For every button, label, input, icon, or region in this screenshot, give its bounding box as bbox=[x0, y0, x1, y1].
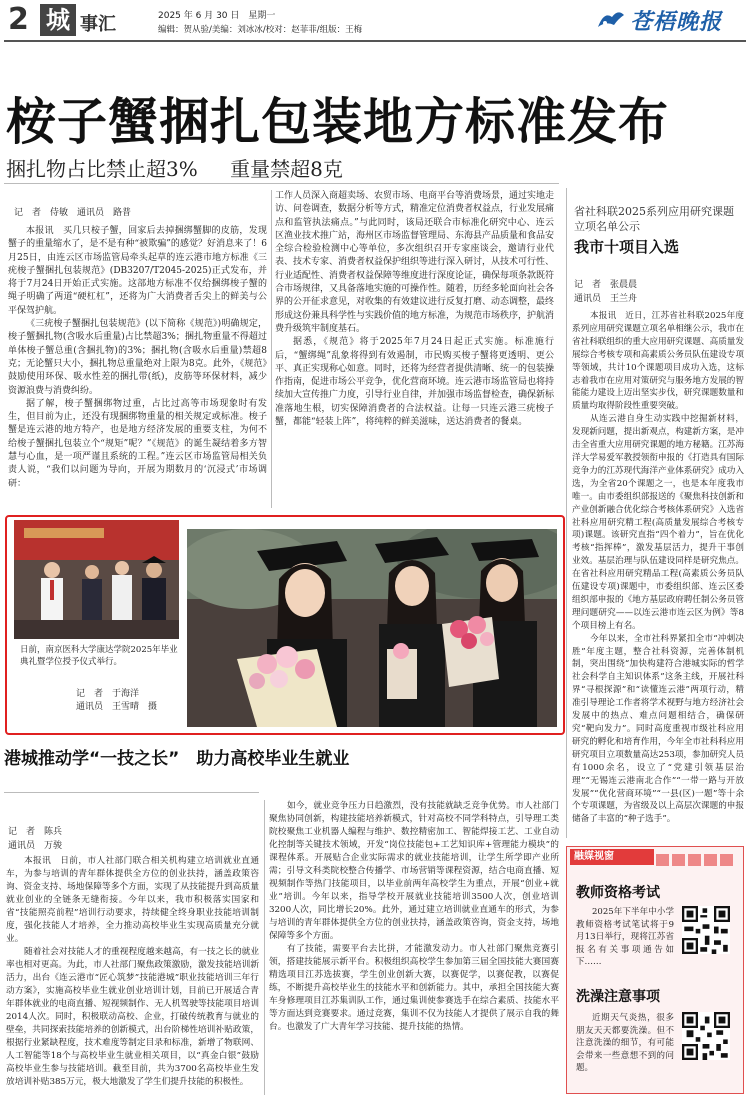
masthead-rule bbox=[4, 40, 746, 42]
photo-credit-correspondent: 通讯员 王雪晴 摄 bbox=[76, 702, 158, 712]
ceremony-photo bbox=[14, 520, 179, 639]
paragraph: 如今，就业竞争压力日趋激烈，没有技能就缺乏竞争优势。市人社部门聚焦协同创新，构建技能培养新模式，针对高校不同学科特点，引导理工类院校聚焦工业机器人编程与维护、数控精密加工、智能焊接工艺、工业自动化控制等关键技术领域，开发“岗位技能包+工艺知识库+管理能力模块”的课程体系。开展贴合企业实际需求的就业技能培训，让学生所学即产业所需；引导文科类院校整合传播学、市场营销等课程资源，结合电商直播、短视频制作等热门技能项目，以毕业前两年高校学生为重点，开展“创业+就业”培训。今年以来，指导学校开展就业技能培训3500人次，创业培训3200人次，同比增长20%。此外，通过建立培训就业直通车的形式，为参与培训的青年群体提供全方位的创业扶持，涵盖政策咨询，资金支持，场地保障等多个方面。 bbox=[269, 801, 559, 941]
photo-caption: 日前，南京医科大学康达学院2025年毕业典礼暨学位授予仪式举行。 bbox=[20, 645, 178, 667]
right-story-body bbox=[572, 310, 744, 840]
decorative-flags-icon bbox=[656, 851, 736, 870]
divider bbox=[4, 183, 559, 184]
paragraph: 随着社会对技能人才的重视程度越来越高，有一技之长的就业率也相对更高。为此，市人社部门聚焦政策激励，激发技能培训新活力，出台《连云港市“匠心筑梦”技能港城”职业技能培训三年行动方案》，实施高校毕业生就业创业培训计划，目前已开展适合青年群体就业的电商直播、短视频制作、无人机驾驶等技能项目培训2014人次。同时，积极联动高校、企业，打破传统教育与就业的壁垒，共同探索技能培养的创新模式，出台阶梯性培训补贴政策，根据行业紧缺程度，技术难度等制定目录和标准，新增了物联网、人工智能等18个与高校毕业生就业相关项目，以“真金白银”鼓励高校毕业生参与技能培训。截至目前，共为3700名高校毕业生发放培训补贴385万元，极大地激发了学生们提升技能的积极性。 bbox=[6, 947, 259, 1087]
paragraph: 据悉，《规范》将于2025年7月24日起正式实施。标准施行后，“蟹绑绳”乱象将得到有效遏制，市民购买梭子蟹将更透明、更公平、真正实现称心如意。同时，还将为经营者提供清晰、统一的包装操作指南，促进市场公平竞争，优化营商环境。连云港市场监管局也将持续加大宣传推广力度，引导行业自律，并加强市场监督检查，确保新标准落地生根，切实保障消费者的合法权益。让每一只连云港三疣梭子蟹，都能“轻装上阵”，将纯粹的鲜美滋味，送达消费者的餐桌。 bbox=[275, 337, 554, 428]
photo-credit bbox=[76, 688, 157, 714]
paragraph: 本报讯 买几只桉子蟹，回家后去掉捆绑蟹脚的皮筋，发现蟹子的重量缩水了，是不是有种“被欺骗”的感觉？好消息来了！6月25日，由连云区市场监管局牵头起草的连云港市地方标准《三疣梭子蟹捆扎包装规范》(DB3207/T2045-2025)正式发布，并将于7月24日开始正式实施。这部地方标准不仅给捆绑梭子蟹的绳子明确了两道“硬杠杠”，还将为广大消费者舌尖上的鲜美与公平保驾护航。 bbox=[8, 226, 267, 316]
divider bbox=[4, 792, 259, 793]
right-story-kicker: 省社科联2025系列应用研究课题立项名单公示 bbox=[574, 205, 734, 233]
lead-column-2 bbox=[275, 190, 554, 508]
paragraph: 今年以来，全市社科界紧扣全市“冲刺决胜”年度主题，整合社科资源，完善体制机制，突出围绕“加快构建符合港城实际的哲学社会科学自主知识体系”这条主线，开展社科界“寻根探源”和“读懂连云港”两项行动，精准引导理论工作者将学术视野与地方经济社会发展中的热点、难点问题相结合，确保研究“靶向发力”。同时高度重视市级社科应用研究的孵化和培育作用，今年全市社科科应用研究项目立项数量高达253项，参加研究人员有1000余名，设立了“党建引领基层治理”“无锡连云港南北合作”“一带一路与开放发展”“优化营商环境”“一县(区)一题”等十余个专项课题，为省级及以上高层次课题的申报储备了丰富的“种子选手”。 bbox=[572, 633, 744, 825]
media-window-heading: 融媒视窗 bbox=[570, 849, 654, 865]
section-name: 城 bbox=[40, 4, 76, 36]
sidebar-item-2-text[interactable]: 近期天气炎热，很多朋友天天都要洗澡。但不注意洗澡的细节，有可能会带来一些意想不到的问题。 bbox=[576, 1013, 674, 1073]
masthead bbox=[0, 0, 750, 40]
newspaper-logo: 苍梧晚报 bbox=[630, 9, 723, 35]
graduates-photo-image bbox=[187, 529, 557, 727]
column-divider bbox=[271, 190, 272, 508]
qr-code-icon[interactable] bbox=[682, 906, 730, 954]
lead-column-1 bbox=[8, 225, 267, 509]
story2-byline: 记 者 陈兵 通讯员 万骏 bbox=[8, 827, 63, 851]
paragraph: 据了解，梭子蟹捆绑物过重，占比过高等市场现象时有发生，但目前为止，还没有现捆绑物重量的相关规定或标准。梭子蟹是连云港的地方特产，也是地方经济发展的重要支柱，为何不给梭子蟹捆扎包装立个“规矩”呢？”《规范》的诞生凝结着多方智慧与心血，是一项严谨且系统的工程。”连云区市场监管局相关负责人说，“我们以问题为导向，开展为期数月的‘沉浸式’市场调研： bbox=[8, 398, 267, 489]
story2-column-2 bbox=[269, 800, 559, 1095]
column-divider bbox=[264, 800, 265, 1095]
right-story-title: 我市十项目入选 bbox=[574, 238, 680, 256]
lead-subhead bbox=[6, 153, 369, 182]
sidebar-item-2-title: 洗澡注意事项 bbox=[576, 989, 660, 1005]
column-divider bbox=[566, 188, 567, 838]
qr-code-icon[interactable] bbox=[682, 1012, 730, 1060]
paragraph: 从连云港自身生动实践中挖掘新材料，发现新问题，提出新观点，构建新方案，是冲击全省重大应用研究课题的地方秘籍。江苏海洋大学易爱军教授领衔申报的《打造具有国际竞争力的江苏现代海洋产业体系研究》成功入选，为全省20个课题之一，也是本年度我市唯一。由市委组织部报送的《聚焦科技创新和产业创新融合优化综合考核体系研究》入选省社科应用研究精工程(高质量发展综合考核专项)课题。该研究直指“四个着力”，旨在优化考核“指挥棒”，激发基层活力，提升干事创业效。基层治理与队伍建设同样是研究焦点。在省社科应用研究精品工程(高素质公务员队伍建设专项)课题中，市委组织部、连云区委组织部申报的《地方基层政府聘任制公务员管理问题研究——以连云港市连云区为例》等8个项目榜上有名。 bbox=[572, 414, 744, 631]
paragraph: 有了技能，需要平台去比拼，才能激发动力。市人社部门聚焦竞赛引领，搭建技能展示新平台。积极组织高校学生参加第三届全国技能大赛国赛精选项目江苏选拔赛，学生创业创新大赛，以赛促学，以赛促教，以赛促练，不断提升高校毕业生的技能水平和创新能力。其中，承担全国技能大赛车身修理项目江苏集训队工作，通过集训使参赛选手在综合素质、技能水平等方面达到竞赛要求。通过竞赛，集训不仅为技能人才提供了展示自我的舞台。也激发了广大青年学习技能、提升技能的热情。 bbox=[269, 944, 559, 1032]
graduates-photo bbox=[187, 529, 557, 727]
staff-credits: 编辑：贺从验/美编：刘冰冰/校对：赵菲菲/组版：王梅 bbox=[158, 25, 363, 35]
newspaper-logo-icon bbox=[596, 7, 626, 33]
section-subtitle: 事汇 bbox=[80, 14, 116, 35]
right-story-byline: 记 者 张晨晨 通讯员 王兰舟 bbox=[574, 280, 638, 304]
subhead-2: 重量禁超8克 bbox=[230, 157, 343, 181]
paragraph: 《三疣梭子蟹捆扎包装规范》(以下简称《规范》)明确规定，梭子蟹捆扎物(含吸水后重量)占比禁超3%；捆扎物重量不得超过单体梭子蟹总重(含捆扎物)的3%；捆扎物(含吸水后重量)禁超8克；无论蟹只大小，捆扎物总重量绝对上限为8克。此外，《规范》鼓励使用环保、吸水性差的捆扎带(纸)，皮筋等环保材料，减少资源浪费与消费纠纷。 bbox=[8, 319, 267, 396]
story2-headline: 港城推动学“一技之长” 助力高校毕业生就业 bbox=[4, 749, 350, 769]
ceremony-photo-image bbox=[14, 520, 179, 639]
issue-date: 2025 年 6 月 30 日 星期一 bbox=[158, 11, 276, 21]
lead-byline: 记 者 侍敏 通讯员 路普 bbox=[14, 208, 132, 218]
subhead-1: 捆扎物占比禁止超3% bbox=[6, 157, 198, 181]
paragraph: 工作人员深入商超卖场、农贸市场、电商平台等消费场景，通过实地走访、问卷调查，数据分析等方式，精准定位消费者权益点，行业发展痛点和监管执法痛点。”与此同时，该局还联合市标准化研究中心、连云区渔业技术推广站，海州区市场监督管理局、东海县产品质量和食品安全综合检验检测中心等单位，多次组织召开专家座谈会，邀请行业代表、技术专家、消费者权益保护组织等进行深入研讨，从技术可行性、行业适配性、消费者权益保障等维度进行深度论证，确保每项条款既符合市场规律，又具备落地实施的可操作性。随着，历经多轮面向社会各界的公开征求意见，对收集的有效建议进行反复打磨、动态调整，最终形成这份兼具科学性与实践价值的地方标准，为规范市场秩序，护航消费升级筑牢制度基石。 bbox=[275, 191, 554, 334]
paragraph: 本报讯 近日，江苏省社科联2025年度系列应用研究课题立项名单相继公示，我市在省社科联组织的重大应用研究课题、高质量发展综合考核专项和高素质公务员队伍建设专项等领域，共计10个课题项目成功入选，这标志着我市在应用对策研究与服务地方发展的智能能力建设上迈出坚实步伐，研究课题数量和质量均取得阶段性重要突破。 bbox=[572, 311, 744, 412]
sidebar-item-1-text[interactable]: 2025年下半年中小学教师资格考试笔试将于9月13日举行，现将江苏省报名有关事项通告如下…… bbox=[576, 907, 674, 967]
story2-column-1 bbox=[6, 855, 259, 1095]
paragraph: 本报讯 日前，市人社部门联合相关机构建立培训就业直通车，为参与培训的青年群体提供全方位的创业扶持，涵盖政策咨询、资金支持、场地保障等多个方面，实现了从技能提升到高质量就业创业的全链条无缝衔接。今年以来，我市积极落实国家和省“技能照亮前程”培训行动要求，持续健全终身职业技能培训制度，强化技能人才培养，全力推动高校毕业生实现高质量充分就业。 bbox=[6, 856, 259, 944]
page-number: 2 bbox=[8, 2, 29, 37]
photo-credit-reporter: 记 者 于海洋 bbox=[76, 689, 140, 699]
sidebar-item-1-title: 教师资格考试 bbox=[576, 885, 660, 901]
lead-headline: 桉子蟹捆扎包装地方标准发布 bbox=[6, 93, 669, 151]
